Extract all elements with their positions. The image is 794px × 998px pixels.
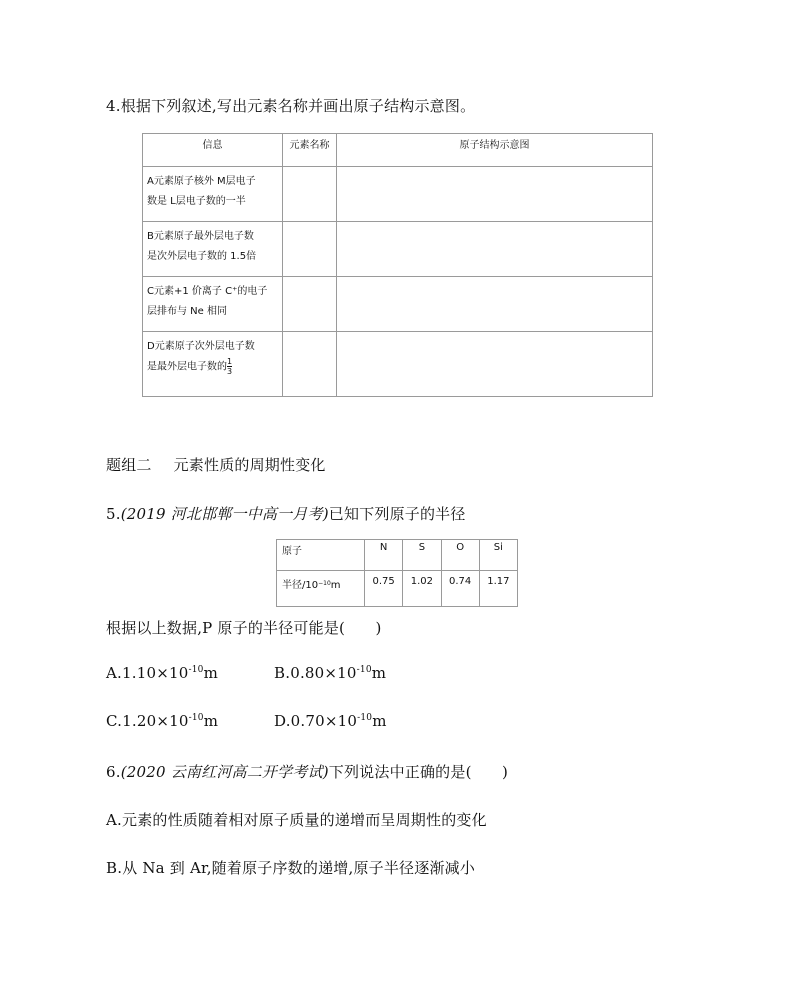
q4-row-c-diagram-cell[interactable] <box>337 277 653 332</box>
q5-option-a[interactable] <box>106 664 218 682</box>
option-label: A. <box>106 664 123 682</box>
q5-option-c[interactable] <box>106 712 218 730</box>
q4-row-a-name-cell[interactable] <box>283 167 337 222</box>
q4-row-b-info <box>143 222 283 277</box>
section-title: 元素性质的周期性变化 <box>173 456 326 474</box>
q4-row-b-line1: B元素原子最外层电子数 <box>147 231 254 242</box>
q5-source: (2019 河北邯郸一中高一月考) <box>120 505 329 523</box>
q4-row-d-line1: D元素原子次外层电子数 <box>147 341 255 352</box>
q4-row-c-name-cell[interactable] <box>283 277 337 332</box>
table-row <box>143 332 653 397</box>
q5-radius-s: 1.02 <box>403 571 441 607</box>
q5-element-s: S <box>403 540 441 571</box>
q4-row-b-name-cell[interactable] <box>283 222 337 277</box>
q4-table-header-row <box>143 134 653 167</box>
q6-option-a[interactable]: A.元素的性质随着相对原子质量的递增而呈周期性的变化 <box>106 811 487 829</box>
q6-option-b[interactable]: B.从 Na 到 Ar,随着原子序数的递增,原子半径逐渐减小 <box>106 859 476 877</box>
q5-radius-si: 1.17 <box>479 571 517 607</box>
q6-stem: 下列说法中正确的是( ) <box>328 763 509 781</box>
option-unit: m <box>203 664 219 682</box>
q4-header-name: 元素名称 <box>283 134 337 167</box>
q4-row-d-info <box>143 332 283 397</box>
option-mantissa: 1.20×10 <box>122 712 189 730</box>
table-row <box>143 167 653 222</box>
q6-source: (2020 云南红河高二开学考试) <box>120 763 329 781</box>
q4-row-a-line2: 数是 L层电子数的一半 <box>147 196 246 207</box>
option-mantissa: 0.70×10 <box>290 712 358 730</box>
q4-header-info: 信息 <box>143 134 283 167</box>
q5-row1-label: 原子 <box>277 540 365 571</box>
option-label: C. <box>106 712 123 730</box>
option-exponent: -10 <box>188 713 204 723</box>
option-unit: m <box>371 664 387 682</box>
fraction-denominator: 3 <box>227 367 233 376</box>
q4-row-a-info <box>143 167 283 222</box>
option-exponent: -10 <box>188 665 204 675</box>
q4-row-c-info <box>143 277 283 332</box>
option-mantissa: 0.80×10 <box>290 664 357 682</box>
q4-table <box>142 133 653 397</box>
section-heading <box>106 454 326 475</box>
q5-row2-label <box>277 571 365 607</box>
q4-row-b-line2: 是次外层电子数的 1.5倍 <box>147 251 257 262</box>
q4-header-diagram: 原子结构示意图 <box>337 134 653 167</box>
q5-option-b[interactable] <box>274 664 386 682</box>
table-row <box>277 540 518 571</box>
table-row <box>277 571 518 607</box>
option-unit: m <box>203 712 219 730</box>
q6-title <box>106 761 508 782</box>
option-mantissa: 1.10×10 <box>122 664 189 682</box>
q5-radius-n: 0.75 <box>365 571 403 607</box>
q4-row-b-diagram-cell[interactable] <box>337 222 653 277</box>
option-label: D. <box>274 712 291 730</box>
fraction <box>227 357 232 376</box>
option-exponent: -10 <box>357 713 373 723</box>
table-row <box>143 277 653 332</box>
q4-row-a-line1: A元素原子核外 M层电子 <box>147 176 256 187</box>
table-row <box>143 222 653 277</box>
q4-row-c-line1: C元素+1 价离子 C⁺的电子 <box>147 286 268 297</box>
q4-row-d-line2-wrap <box>147 357 278 378</box>
q5-title <box>106 503 466 524</box>
q5-row2-label-unit: m <box>330 580 341 591</box>
q5-option-d[interactable] <box>274 712 387 730</box>
option-unit: m <box>372 712 387 730</box>
q5-number: 5. <box>106 505 121 523</box>
q5-stem: 已知下列原子的半径 <box>328 505 466 523</box>
q5-radius-o: 0.74 <box>441 571 479 607</box>
q5-element-n: N <box>365 540 403 571</box>
q5-row2-label-exp: −10 <box>318 580 331 587</box>
section-label: 题组二 <box>106 456 152 474</box>
q5-element-si: Si <box>479 540 517 571</box>
q4-row-d-diagram-cell[interactable] <box>337 332 653 397</box>
q5-table <box>276 539 518 607</box>
q5-question: 根据以上数据,P 原子的半径可能是( ) <box>106 619 382 637</box>
q4-row-a-diagram-cell[interactable] <box>337 167 653 222</box>
q4-row-d-name-cell[interactable] <box>283 332 337 397</box>
q6-number: 6. <box>106 763 121 781</box>
option-label: B. <box>274 664 291 682</box>
q4-row-c-line2: 层排布与 Ne 相同 <box>147 306 227 317</box>
q5-row2-label-base: 半径/10 <box>282 580 319 591</box>
option-exponent: -10 <box>356 665 372 675</box>
q4-row-d-line2: 是最外层电子数的 <box>147 361 227 373</box>
fraction-numerator: 1 <box>227 357 233 366</box>
q5-element-o: O <box>441 540 479 571</box>
q4-title: 4.根据下列叙述,写出元素名称并画出原子结构示意图。 <box>106 97 476 115</box>
